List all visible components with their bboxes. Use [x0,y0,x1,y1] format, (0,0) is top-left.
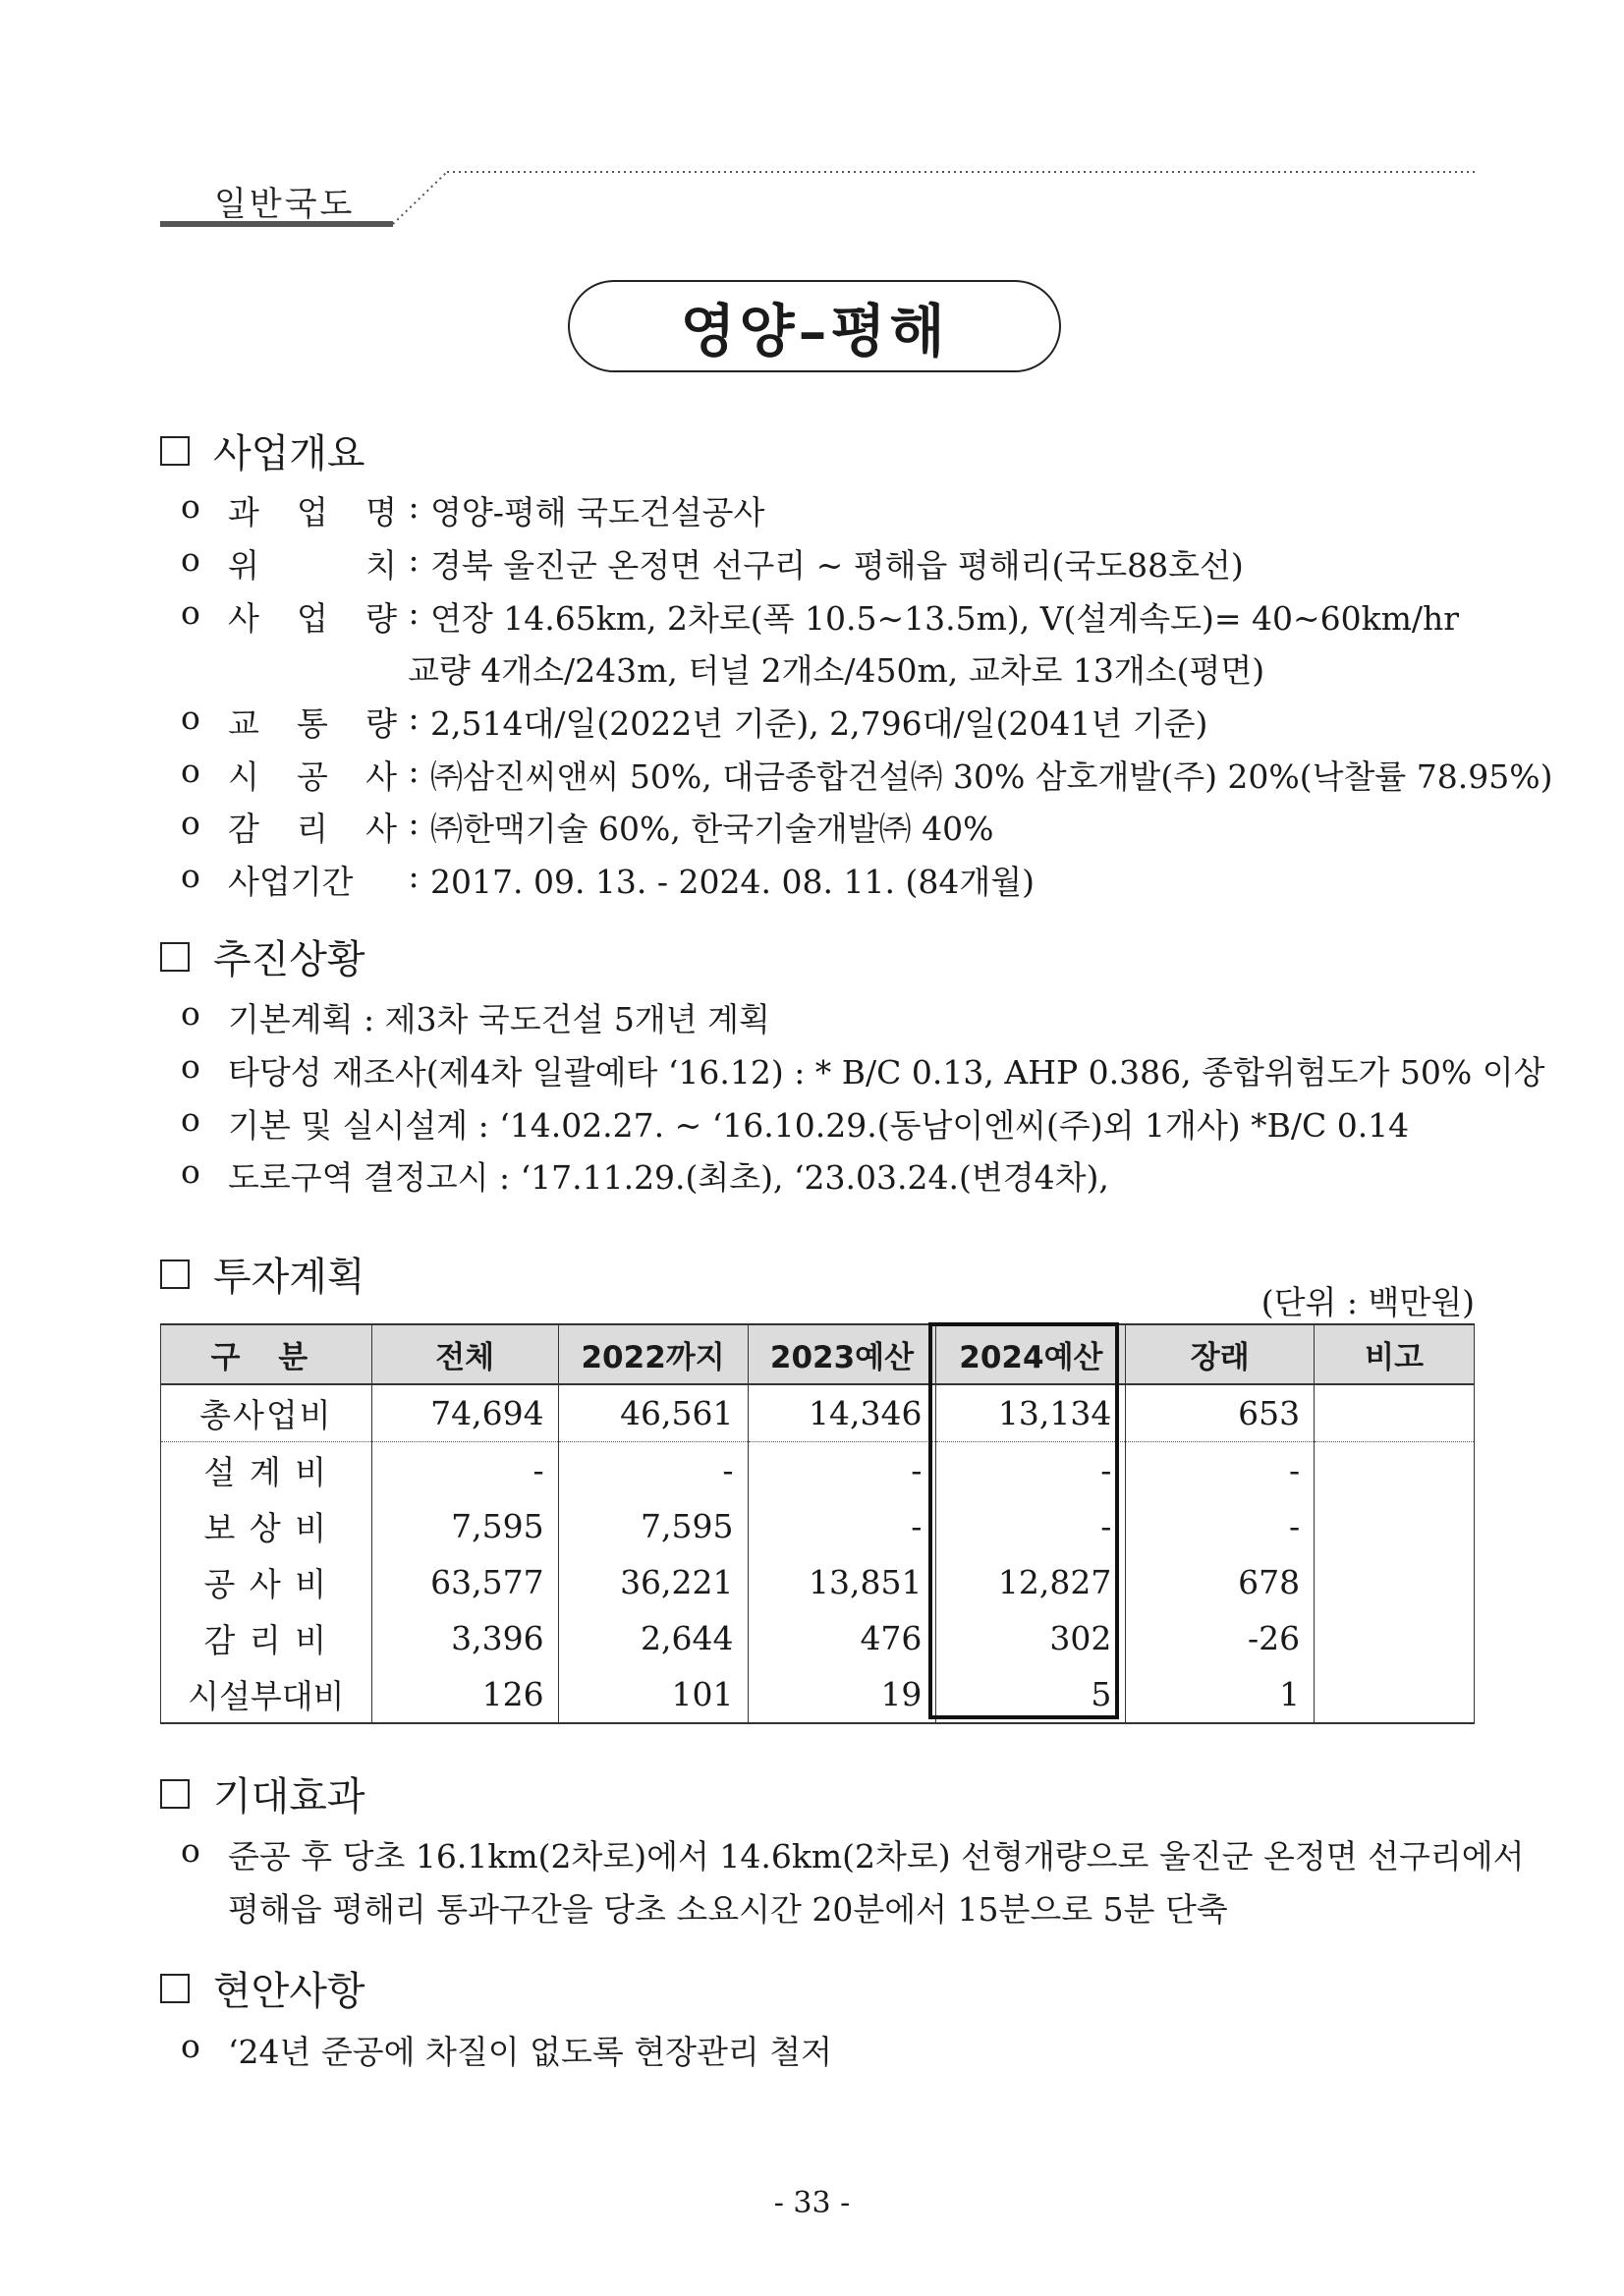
overview-row: ο 사업기간 : 2017. 09. 13. - 2024. 08. 11. (84개월) [181,857,1035,901]
table-cell: 5 [936,1666,1126,1723]
table-cell: 101 [558,1666,748,1723]
overview-key: 사 업 량 [228,599,397,638]
table-row [161,1498,1475,1554]
checkbox-square-icon [160,1779,190,1809]
overview-row: ο 시 공 사 : ㈜삼진씨앤씨 50%, 대금종합건설㈜ 30% 삼호개발(주) 20%(낙찰률 78.95%) [181,752,1553,796]
section-effects [160,1765,365,1821]
overview-row: ο 사 업 량 : 연장 14.65km, 2차로(폭 10.5∼13.5m), V(설계속도)= 40~60km/hr [181,593,1460,638]
checkbox-square-icon [160,436,190,466]
table-cell [1315,1498,1475,1554]
bullet-icon: ο [181,804,200,842]
table-cell [1315,1666,1475,1723]
overview-row-continued [408,645,1264,692]
row-label: 감 리 비 [161,1610,372,1666]
section-investment [160,1246,365,1302]
effects-row-continued: 평해읍 평해리 통과구간을 당초 소요시간 20분에서 15분으로 5분 단축 [228,1890,1228,1929]
checkbox-square-icon [160,1260,190,1289]
bullet-icon: ο [181,699,200,737]
table-cell: 14,346 [748,1384,936,1442]
table-cell: 46,561 [558,1384,748,1442]
overview-key: 교 통 량 [228,704,397,743]
page-number: - 33 - [773,2186,851,2220]
progress-row: ο 타당성 재조사(제4차 일괄예타 ‘16.12) : * B/C 0.13, AHP 0.386, 종합위험도가 50% 이상 [181,1047,1545,1092]
table-cell: - [748,1498,936,1554]
table-cell [1315,1610,1475,1666]
overview-row: ο 위 치 : 경북 울진군 온정면 선구리 ~ 평해읍 평해리(국도88호선) [181,540,1244,585]
table-cell: -26 [1126,1610,1315,1666]
bullet-icon: ο [181,540,200,579]
table-row [161,1384,1475,1442]
overview-value: ㈜한맥기술 60%, 한국기술개발㈜ 40% [430,810,994,848]
table-cell: - [1126,1442,1315,1499]
table-cell: 302 [936,1610,1126,1666]
table-cell: 678 [1126,1554,1315,1610]
row-label: 공 사 비 [161,1554,372,1610]
table-cell: - [936,1498,1126,1554]
table-cell: 13,851 [748,1554,936,1610]
checkbox-square-icon [160,942,190,972]
overview-key: 사업기간 [228,863,354,901]
effects-row: ο 준공 후 당초 16.1km(2차로)에서 14.6km(2차로) 선형개량으로 울진군 온정면 선구리에서 [181,1831,1525,1876]
column-header: 장래 [1126,1324,1315,1384]
overview-key: 시 공 사 [228,757,397,796]
table-cell: - [936,1442,1126,1499]
table-row [161,1442,1475,1499]
bullet-icon: ο [181,1100,200,1139]
table-cell: 36,221 [558,1554,748,1610]
progress-row: ο 기본 및 실시설계 : ‘14.02.27. ~ ‘16.10.29.(동남이엔씨(주)외 1개사) *B/C 0.14 [181,1100,1410,1145]
bullet-icon: ο [181,487,200,526]
table-cell: 1 [1126,1666,1315,1723]
bullet-icon: ο [181,857,200,895]
table-cell [1315,1554,1475,1610]
section-heading: 투자계획 [213,1255,365,1300]
overview-row: ο 감 리 사 : ㈜한맥기술 60%, 한국기술개발㈜ 40% [181,804,994,848]
overview-key: 위 치 [228,546,397,585]
row-label: 총사업비 [161,1384,372,1442]
investment-table [160,1323,1475,1724]
table-cell [1315,1442,1475,1499]
column-header: 전체 [371,1324,558,1384]
table-cell: 19 [748,1666,936,1723]
bullet-icon: ο [181,593,200,632]
column-header: 2022까지 [558,1324,748,1384]
row-label: 시설부대비 [161,1666,372,1723]
table-unit-note: (단위 : 백만원) [1260,1283,1475,1321]
overview-value: ㈜삼진씨앤씨 50%, 대금종합건설㈜ 30% 삼호개발(주) 20%(낙찰률 78.95%) [430,757,1553,796]
table-cell: - [558,1442,748,1499]
overview-row: ο 교 통 량 : 2,514대/일(2022년 기준), 2,796대/일(2041년 기준) [181,699,1208,743]
table-cell: - [748,1442,936,1499]
table-row [161,1554,1475,1610]
progress-row: ο 도로구역 결정고시 : ‘17.11.29.(최초), ‘23.03.24.(변경4차), [181,1152,1109,1197]
overview-key: 과 업 명 [228,493,397,532]
progress-row: ο 기본계획 : 제3차 국도건설 5개년 계획 [181,994,770,1038]
column-header: 2023예산 [748,1324,936,1384]
table-cell: 2,644 [558,1610,748,1666]
issues-row: ο ‘24년 준공에 차질이 없도록 현장관리 철저 [181,2027,832,2071]
bullet-icon: ο [181,994,200,1033]
overview-row: ο 과 업 명 : 영양-평해 국도건설공사 [181,487,765,532]
overview-value: 2017. 09. 13. - 2024. 08. 11. (84개월) [430,863,1035,901]
bullet-icon: ο [181,1152,200,1191]
page-title: 영양–평해 [568,280,1061,372]
table-cell: 653 [1126,1384,1315,1442]
overview-key: 감 리 사 [228,810,397,848]
column-header: 비고 [1315,1324,1475,1384]
table-cell: - [1126,1498,1315,1554]
table-cell: 126 [371,1666,558,1723]
table-cell: 13,134 [936,1384,1126,1442]
column-header: 구 분 [161,1324,372,1384]
table-cell: 476 [748,1610,936,1666]
section-issues [160,1960,365,2016]
section-progress [160,928,365,984]
header-category: 일반국도 [214,185,356,224]
table-cell: 7,595 [558,1498,748,1554]
bullet-icon: ο [181,1047,200,1086]
table-header-row [161,1324,1475,1384]
row-label: 설 계 비 [161,1442,372,1499]
overview-value: 교량 4개소/243m, 터널 2개소/450m, 교차로 13개소(평면) [408,651,1265,690]
bullet-icon: ο [181,2027,200,2065]
checkbox-square-icon [160,1974,190,2003]
section-heading: 추진상황 [213,937,365,982]
overview-value: 영양-평해 국도건설공사 [430,493,765,532]
section-heading: 사업개요 [213,431,365,476]
table-cell [1315,1384,1475,1442]
table-row [161,1610,1475,1666]
column-header: 2024예산 [936,1324,1126,1384]
bullet-icon: ο [181,752,200,790]
table-cell: - [371,1442,558,1499]
section-heading: 기대효과 [213,1774,365,1820]
table-cell: 12,827 [936,1554,1126,1610]
overview-value: 2,514대/일(2022년 기준), 2,796대/일(2041년 기준) [430,704,1208,743]
overview-value: 경북 울진군 온정면 선구리 ~ 평해읍 평해리(국도88호선) [430,546,1244,585]
table-cell: 3,396 [371,1610,558,1666]
table-cell: 74,694 [371,1384,558,1442]
section-heading: 현안사항 [213,1969,365,2014]
table-cell: 7,595 [371,1498,558,1554]
table-cell: 63,577 [371,1554,558,1610]
overview-value: 연장 14.65km, 2차로(폭 10.5∼13.5m), V(설계속도)= 40~60km/hr [430,599,1460,638]
table-row [161,1666,1475,1723]
row-label: 보 상 비 [161,1498,372,1554]
bullet-icon: ο [181,1831,200,1870]
section-overview [160,422,365,478]
